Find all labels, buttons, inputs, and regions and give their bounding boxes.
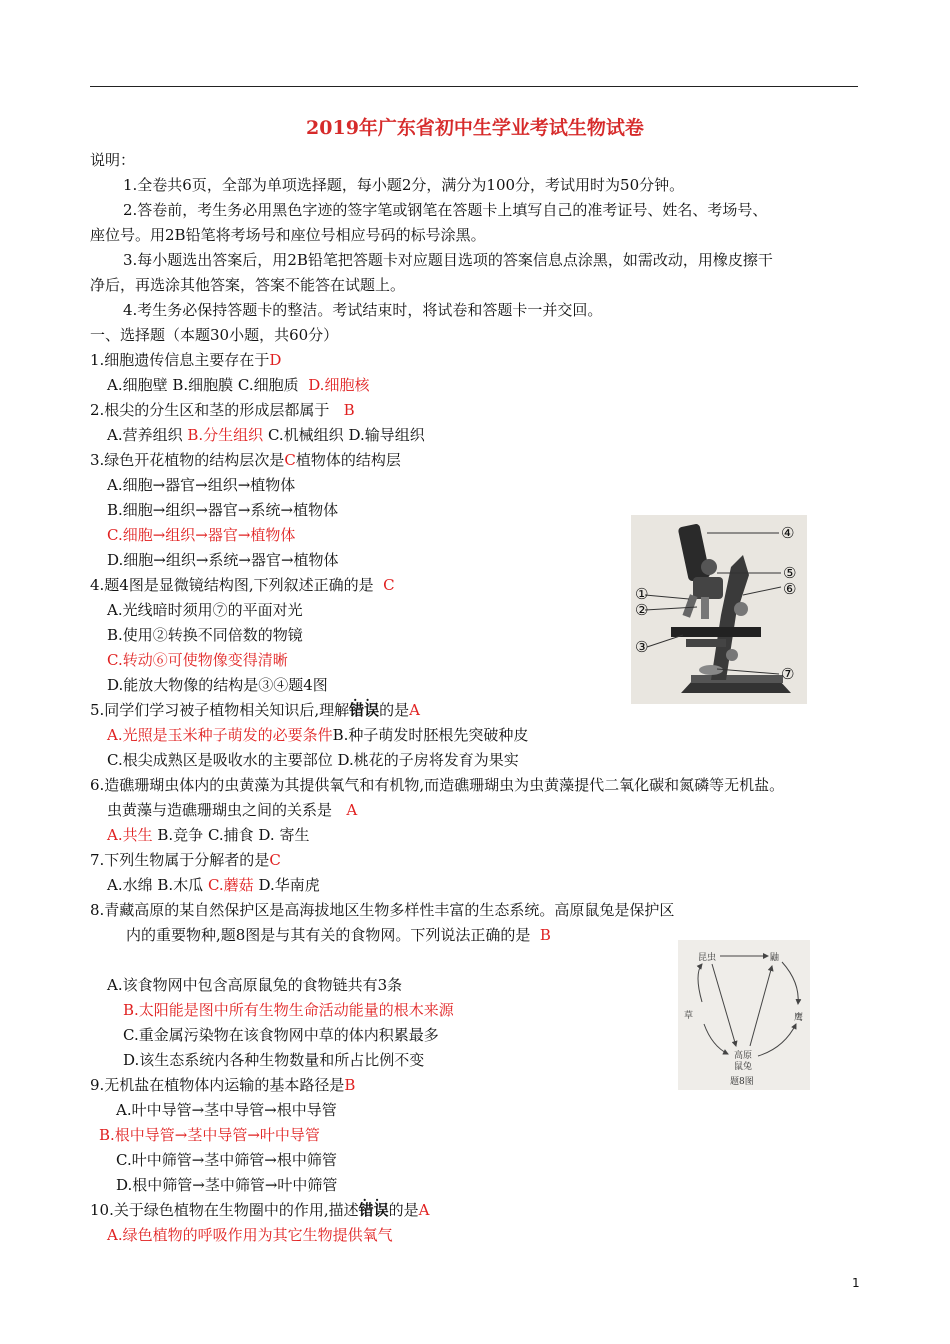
question-stem: 4.题4图是显微镜结构图,下列叙述正确的是 [90, 576, 374, 594]
node-grass: 草 [684, 1011, 694, 1021]
option-b: B.种子萌发时胚根先突破种皮 [332, 726, 529, 744]
correct-option: C.细胞→组织→器官→植物体 [107, 526, 296, 544]
emphasis-text: · · 错误 [349, 701, 379, 719]
option-c: C.叶中筛管→茎中筛管→根中筛管 [116, 1151, 337, 1169]
question-5-options [107, 725, 528, 745]
question-stem: 内的重要物种,题8图是与其有关的食物网。下列说法正确的是 [126, 926, 531, 944]
answer-key: A [346, 801, 358, 819]
page-title: 2019年广东省初中生学业考试生物试卷 [306, 117, 644, 139]
option-a: A.光线暗时须用⑦的平面对光 [107, 601, 303, 619]
correct-option: B.根中导管→茎中导管→叶中导管 [99, 1126, 320, 1144]
answer-key: C [284, 451, 296, 469]
options: B.竞争 C.捕食 D. 寄生 [157, 826, 310, 844]
instructions-heading: 说明： [90, 151, 136, 169]
option-a: A.营养组织 [107, 426, 183, 444]
correct-option: C.蘑菇 [207, 876, 254, 894]
instruction-line: 3.每小题选出答案后，用2B铅笔把答题卡对应题目选项的答案信息点涂黑，如需改动，用橡皮擦干 [123, 251, 773, 269]
correct-option: A.绿色植物的呼吸作用为其它生物提供氧气 [107, 1226, 393, 1244]
node-pika-b: 鼠兔 [734, 1062, 753, 1072]
correct-option: B.分生组织 [187, 426, 264, 444]
option-d: D.根中筛管→茎中筛管→叶中筛管 [116, 1176, 338, 1194]
question-stem: 1.细胞遗传信息主要存在于 [90, 351, 270, 369]
option-a: A.叶中导管→茎中导管→根中导管 [116, 1101, 337, 1119]
question-stem-tail: 的是 [379, 701, 410, 719]
options: C.机械组织 D.输导组织 [267, 426, 425, 444]
question-2 [90, 400, 355, 420]
answer-key: B [343, 401, 355, 419]
option-a: A.该食物网中包含高原鼠兔的食物链共有3条 [107, 976, 403, 994]
option-d: D.能放大物像的结构是③④题4图 [107, 676, 328, 694]
question-4 [90, 575, 395, 595]
option-c: C.重金属污染物在该食物网中草的体内积累最多 [123, 1026, 439, 1044]
correct-option: B.太阳能是图中所有生物生命活动能量的根木来源 [123, 1001, 454, 1019]
correct-option: C.转动⑥可使物像变得清晰 [107, 651, 288, 669]
option-a: A.细胞→器官→组织→植物体 [107, 476, 296, 494]
question-9 [90, 1075, 355, 1095]
question-7-options [107, 875, 320, 895]
options: A.水绵 B.木瓜 [107, 876, 204, 894]
question-8-stem [126, 925, 551, 945]
question-1-options [107, 375, 369, 395]
answer-key: B [344, 1076, 356, 1094]
question-stem: 7.下列生物属于分解者的是 [90, 851, 270, 869]
answer-key: D [269, 351, 282, 369]
label-3: ③ [635, 638, 649, 656]
question-stem-tail: 植物体的结构层 [295, 451, 401, 469]
node-eagle: 鹰 [794, 1013, 804, 1023]
label-4: ④ [781, 524, 795, 542]
option-d: D.该生态系统内各种生物数量和所占比例不变 [123, 1051, 425, 1069]
page-number: 1 [852, 1276, 860, 1290]
question-stem: 10.关于绿色植物在生物圈中的作用,描述 [90, 1201, 359, 1219]
question-stem: 9.无机盐在植物体内运输的基本路径是 [90, 1076, 345, 1094]
node-pika-a: 高原 [734, 1051, 753, 1061]
answer-key: B [539, 926, 551, 944]
section-heading: 一、选择题（本题30小题，共60分） [90, 326, 339, 344]
emphasis-text: · · 错误 [359, 1201, 389, 1219]
answer-key: A [418, 1201, 430, 1219]
options: C.根尖成熟区是吸收水的主要部位 D.桃花的子房将发育为果实 [107, 751, 519, 769]
node-weasel: 鼬 [770, 953, 780, 963]
label-7: ⑦ [781, 665, 795, 683]
instruction-line: 座位号。用2B铅笔将考场号和座位号相应号码的标号涂黑。 [90, 226, 486, 244]
answer-key: C [383, 576, 395, 594]
question-stem: 5.同学们学习被子植物相关知识后,理解 [90, 701, 350, 719]
label-2: ② [635, 601, 649, 619]
option-d: D.华南虎 [258, 876, 320, 894]
options: A.细胞壁 B.细胞膜 C.细胞质 [107, 376, 299, 394]
answer-key: A [409, 701, 420, 719]
food-web-diagram [678, 940, 810, 1090]
figure-caption: 题8图 [730, 1077, 754, 1087]
correct-option: D.细胞核 [308, 376, 370, 394]
question-10 [90, 1200, 430, 1220]
question-3 [90, 450, 401, 470]
instruction-line: 1.全卷共6页，全部为单项选择题，每小题2分，满分为100分，考试用时为50分钟。 [123, 176, 685, 194]
header-rule [90, 86, 858, 87]
question-2-options [107, 425, 425, 445]
microscope-figure [631, 515, 807, 704]
instruction-line: 4.考生务必保持答题卡的整洁。考试结束时，将试卷和答题卡一并交回。 [123, 301, 603, 319]
question-stem: 3.绿色开花植物的结构层次是 [90, 451, 285, 469]
question-stem: 虫黄藻与造礁珊瑚虫之间的关系是 [107, 801, 333, 819]
question-6-options [107, 825, 309, 845]
label-1: ① [635, 585, 649, 603]
instruction-line: 净后，再选涂其他答案，答案不能答在试题上。 [90, 276, 406, 294]
question-stem: 2.根尖的分生区和茎的形成层都属于 [90, 401, 330, 419]
question-6: 6.造礁珊瑚虫体内的虫黄藻为其提供氧气和有机物,而造礁珊瑚虫为虫黄藻提代二氧化碳和氮磷等无机盐。 [90, 776, 785, 794]
question-1 [90, 350, 281, 370]
correct-option: A.光照是玉米种子萌发的必要条件 [107, 726, 333, 744]
answer-key: C [269, 851, 281, 869]
instruction-line: 2.答卷前，考生务必用黑色字迹的签字笔或钢笔在答题卡上填写自己的准考证号、姓名、考场号、 [123, 201, 768, 219]
microscope-icon [631, 515, 807, 704]
option-b: B.细胞→组织→器官→系统→植物体 [107, 501, 339, 519]
option-d: D.细胞→组织→系统→器官→植物体 [107, 551, 339, 569]
question-5 [90, 700, 420, 720]
option-b: B.使用②转换不同倍数的物镜 [107, 626, 303, 644]
label-5: ⑤ [783, 564, 797, 582]
food-web-figure [678, 940, 810, 1090]
node-insect: 昆虫 [698, 953, 717, 963]
label-6: ⑥ [783, 580, 797, 598]
question-7 [90, 850, 281, 870]
question-8: 8.青藏高原的某自然保护区是高海拔地区生物多样性丰富的生态系统。高原鼠兔是保护区 [90, 901, 675, 919]
question-stem-tail: 的是 [388, 1201, 419, 1219]
correct-option: A.共生 [107, 826, 153, 844]
question-6-stem [107, 800, 357, 820]
